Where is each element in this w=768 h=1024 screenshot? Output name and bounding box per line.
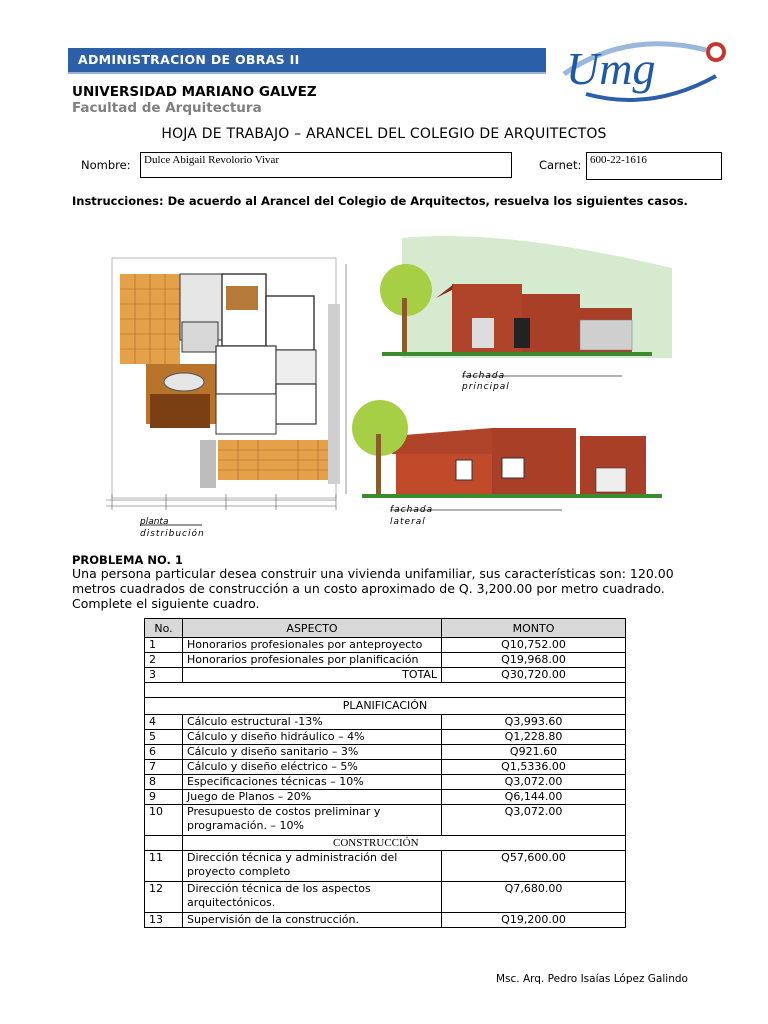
row-no: 10 [145,805,183,836]
table-row [145,715,626,730]
table-row [145,882,626,913]
row-no: 5 [145,730,183,745]
umg-logo [556,34,734,110]
table-row [145,775,626,790]
section-row-planificacion [145,698,626,715]
row-aspect: Cálculo y diseño hidráulico – 4% [183,730,442,745]
table-header-row [145,619,626,638]
row-no: 8 [145,775,183,790]
row-amount: Q3,072.00 [442,805,626,836]
row-aspect: Juego de Planos – 20% [183,790,442,805]
row-amount: Q1,5336.00 [442,760,626,775]
row-amount: Q10,752.00 [442,638,626,653]
carnet-label: Carnet: [539,158,582,172]
table-row [145,638,626,653]
problem-text: Una persona particular desea construir una vivienda unifamiliar, sus características son: 120.00 metros cuadrados de construcción a un costo aproximado de Q. 3,200.00 por metro cuadrado. Complete el siguiente cuadro. [72,566,674,611]
section-row-construccion [145,836,626,851]
row-no: 1 [145,638,183,653]
plan-label-1: planta [140,517,169,527]
instructions: Instrucciones: De acuerdo al Arancel del Colegio de Arquitectos, resuelva los siguientes casos. [72,194,688,208]
page-title: HOJA DE TRABAJO – ARANCEL DEL COLEGIO DE ARQUITECTOS [161,126,607,142]
row-amount: Q1,228.80 [442,730,626,745]
row-aspect: Presupuesto de costos preliminar y programación. – 10% [183,805,442,836]
total-label: TOTAL [183,668,442,683]
elev2-label-1: fachada [390,505,434,515]
row-no: 12 [145,882,183,913]
row-no: 13 [145,913,183,928]
elev2-label-2: lateral [390,517,426,527]
total-value: Q30,720.00 [442,668,626,683]
row-amount: Q57,600.00 [442,851,626,882]
name-label: Nombre: [81,158,131,172]
total-row [145,668,626,683]
table-row [145,851,626,882]
row-no: 2 [145,653,183,668]
col-header-monto: MONTO [442,619,626,638]
total-no: 3 [145,668,183,683]
floor-plan-drawing [106,244,356,540]
table-row [145,730,626,745]
carnet-field[interactable]: 600-22-1616 [586,152,722,180]
row-amount: Q3,072.00 [442,775,626,790]
table-row [145,913,626,928]
faculty-name: Facultad de Arquitectura [72,100,262,116]
row-aspect: Supervisión de la construcción. [183,913,442,928]
row-aspect: Dirección técnica y administración del proyecto completo [183,851,442,882]
fees-table [144,618,626,928]
name-field[interactable]: Dulce Abigail Revolorio Vivar [140,152,512,178]
row-aspect: Honorarios profesionales por planificación [183,653,442,668]
row-amount: Q7,680.00 [442,882,626,913]
row-no: 9 [145,790,183,805]
row-aspect: Cálculo y diseño eléctrico – 5% [183,760,442,775]
table-row [145,653,626,668]
section-planificacion: PLANIFICACIÓN [145,698,626,715]
row-amount: Q19,968.00 [442,653,626,668]
course-banner: ADMINISTRACION DE OBRAS II [68,48,546,72]
col-header-no: No. [145,619,183,638]
row-amount: Q3,993.60 [442,715,626,730]
banner-divider [68,72,546,74]
row-amount: Q6,144.00 [442,790,626,805]
elevation-drawings [352,228,672,530]
row-aspect: Dirección técnica de los aspectos arquitectónicos. [183,882,442,913]
svg-text:Umg: Umg [566,43,656,94]
row-amount: Q921.60 [442,745,626,760]
section-construccion: CONSTRUCCIÓN [183,836,626,851]
elev1-label-2: principal [462,382,510,392]
row-no: 4 [145,715,183,730]
elev1-label-1: fachada [462,371,506,381]
col-header-aspecto: ASPECTO [183,619,442,638]
row-aspect: Especificaciones técnicas – 10% [183,775,442,790]
university-name: UNIVERSIDAD MARIANO GALVEZ [72,84,317,100]
row-aspect: Honorarios profesionales por anteproyecto [183,638,442,653]
table-row [145,790,626,805]
problem-heading: PROBLEMA NO. 1 [72,553,183,567]
table-row [145,805,626,836]
row-aspect: Cálculo y diseño sanitario – 3% [183,745,442,760]
footer-author: Msc. Arq. Pedro Isaías López Galindo [496,973,688,985]
row-no: 7 [145,760,183,775]
table-row [145,760,626,775]
table-row [145,745,626,760]
row-no: 11 [145,851,183,882]
blank-row [145,683,626,698]
row-amount: Q19,200.00 [442,913,626,928]
row-no: 6 [145,745,183,760]
row-aspect: Cálculo estructural -13% [183,715,442,730]
plan-label-2: distribución [140,529,205,539]
